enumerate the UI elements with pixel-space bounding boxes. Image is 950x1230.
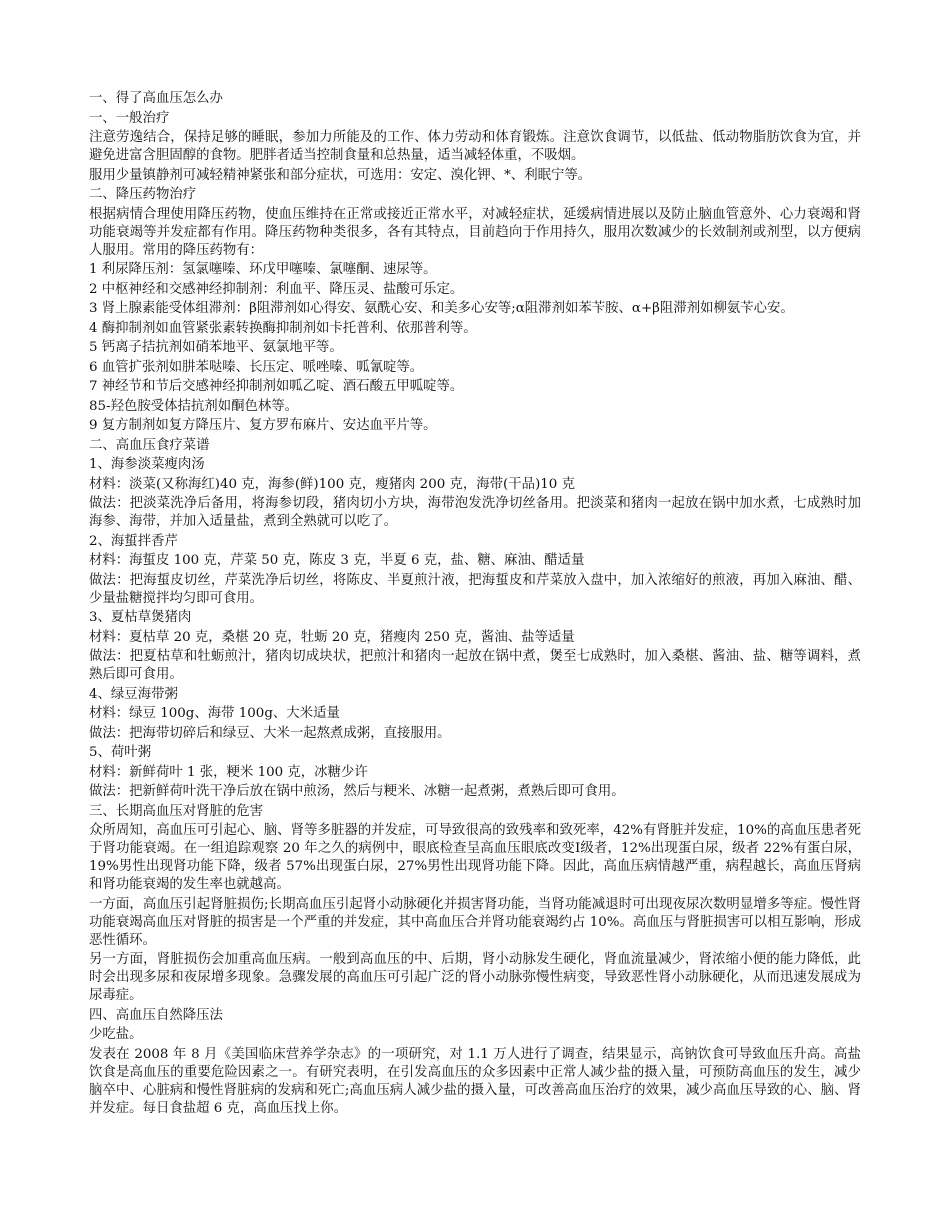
list-item: 2 中枢神经和交感神经抑制剂：利血平、降压灵、盐酸可乐定。 <box>89 281 464 297</box>
list-item: 85-羟色胺受体拮抗剂如酮色林等。 <box>89 398 299 414</box>
recipe-method: 做法：把淡菜洗净后备用，将海参切段，猪肉切小方块，海带泡发洗净切丝备用。把淡菜和猪肉一起放在锅中加水煮，七成熟时加海参、海带，并加入适量盐，煮到全熟就可以吃了。 <box>89 496 861 529</box>
section-heading: 三、长期高血压对肾脏的危害 <box>89 803 264 819</box>
paragraph: 众所周知，高血压可引起心、脑、肾等多脏器的并发症，可导致很高的致残率和致死率，42%有肾脏并发症，10%的高血压患者死于肾功能衰竭。在一组追踪观察 20 年之久的病例中，眼底检查呈高血压眼底改变Ⅰ级者，12%出现蛋白尿，级者 22%有蛋白尿，19%男性出现肾功能下降，级者 57%出现蛋白尿，27%男性出现肾功能下降。因此，高血压病情越严重，病程越长，高血压肾病和肾功能衰竭的发生率也就越高。 <box>89 823 861 892</box>
recipe-ingredients: 材料：新鲜荷叶 1 张，粳米 100 克，冰糖少许 <box>89 764 368 780</box>
recipe-title: 1、海参淡菜瘦肉汤 <box>89 457 205 472</box>
list-item: 6 血管扩张剂如肼苯哒嗪、长压定、哌唑嗪、呱氰啶等。 <box>89 359 424 375</box>
recipe-title: 2、海蜇拌香芹 <box>89 533 178 549</box>
list-item: 9 复方制剂如复方降压片、复方罗布麻片、安达血平片等。 <box>89 418 437 433</box>
section-heading: 一、一般治疗 <box>89 110 170 126</box>
recipe-title: 3、夏枯草煲猪肉 <box>89 610 192 625</box>
recipe-ingredients: 材料：海蜇皮 100 克，芹菜 50 克，陈皮 3 克，半夏 6 克，盐、糖、麻油、醋适量 <box>89 553 585 568</box>
recipe-ingredients: 材料：淡菜(又称海红)40 克，海参(鲜)100 克，瘦猪肉 200 克，海带(干品)10 克 <box>89 476 575 492</box>
list-item: 1 利尿降压剂：氢氯噻嗪、环戊甲噻嗪、氯噻酮、速尿等。 <box>89 262 437 277</box>
recipe-method: 做法：把海带切碎后和绿豆、大米一起熬煮成粥，直接服用。 <box>89 725 451 741</box>
recipe-title: 4、绿豆海带粥 <box>89 686 178 702</box>
paragraph: 另一方面，肾脏损伤会加重高血压病。一般到高血压的中、后期，肾小动脉发生硬化，肾血流量减少，肾浓缩小便的能力降低，此时会出现多尿和夜尿增多现象。急骤发展的高血压可引起广泛的肾小动脉弥慢性病变，导致恶性肾小动脉硬化，从而迅速发展成为尿毒症。 <box>89 952 861 1003</box>
recipe-ingredients: 材料：绿豆 100g、海带 100g、大米适量 <box>89 706 340 721</box>
section-heading: 二、降压药物治疗 <box>89 187 197 202</box>
paragraph: 注意劳逸结合，保持足够的睡眠，参加力所能及的工作、体力劳动和体育锻炼。注意饮食调节，以低盐、低动物脂肪饮食为宜，并避免进富含胆固醇的食物。肥胖者适当控制食量和总热量，适当减轻体重，不吸烟。 <box>89 130 861 163</box>
recipe-method: 做法：把夏枯草和牡蛎煎汁，猪肉切成块状，把煎汁和猪肉一起放在锅中煮，煲至七成熟时，加入桑椹、酱油、盐、糖等调料，煮熟后即可食用。 <box>89 649 861 682</box>
recipe-ingredients: 材料：夏枯草 20 克，桑椹 20 克，牡蛎 20 克，猪瘦肉 250 克，酱油、盐等适量 <box>89 629 575 645</box>
section-heading: 二、高血压食疗菜谱 <box>89 437 210 453</box>
heading-main: 一、得了高血压怎么办 <box>89 91 223 106</box>
paragraph: 一方面，高血压引起肾脏损伤;长期高血压引起肾小动脉硬化并损害肾功能，当肾功能减退时可出现夜尿次数明显增多等症。慢性肾功能衰竭高血压对肾脏的损害是一个严重的并发症，其中高血压合并肾功能衰竭约占 10%。高血压与肾脏损害可以相互影响，形成恶性循环。 <box>89 896 861 948</box>
paragraph: 少吃盐。 <box>89 1027 143 1042</box>
recipe-method: 做法：把新鲜荷叶洗干净后放在锅中煎汤，然后与粳米、冰糖一起煮粥，煮熟后即可食用。 <box>89 784 625 799</box>
recipe-title: 5、荷叶粥 <box>89 745 152 760</box>
section-heading: 四、高血压自然降压法 <box>89 1007 223 1023</box>
recipe-method: 做法：把海蜇皮切丝，芹菜洗净后切丝，将陈皮、半夏煎汁液，把海蜇皮和芹菜放入盘中，加入浓缩好的煎液，再加入麻油、醋、少量盐糖搅拌均匀即可食用。 <box>89 572 861 606</box>
document-body <box>89 90 861 1119</box>
list-item: 7 神经节和节后交感神经抑制剂如呱乙啶、酒石酸五甲呱啶等。 <box>89 379 464 394</box>
paragraph: 发表在 2008 年 8 月《美国临床营养学杂志》的一项研究，对 1.1 万人进行了调查，结果显示，高钠饮食可导致血压升高。高盐饮食是高血压的重要危险因素之一。有研究表明，在引发高血压的众多因素中正常人减少盐的摄入量，可预防高血压的发生，减少脑卒中、心脏病和慢性肾脏病的发病和死亡;高血压病人减少盐的摄入量，可改善高血压治疗的效果，减少高血压导致的心、脑、肾并发症。每日食盐超 6 克，高血压找上你。 <box>89 1046 861 1116</box>
paragraph: 服用少量镇静剂可减轻精神紧张和部分症状，可选用：安定、溴化钾、*、利眠宁等。 <box>89 167 592 183</box>
list-item: 5 钙离子拮抗剂如硝苯地平、氨氯地平等。 <box>89 340 343 355</box>
list-item: 4 酶抑制剂如血管紧张素转换酶抑制剂如卡托普利、依那普利等。 <box>89 320 477 336</box>
list-item: 3 肾上腺素能受体组滞剂：β阻滞剂如心得安、氨酰心安、和美多心安等;α阻滞剂如苯苄胺、α+β阻滞剂如柳氨苄心安。 <box>89 301 794 316</box>
paragraph: 根据病情合理使用降压药物，使血压维持在正常或接近正常水平，对减轻症状，延缓病情进展以及防止脑血管意外、心力衰竭和肾功能衰竭等并发症都有作用。降压药物种类很多，各有其特点，目前趋向于作用持久，服用次数减少的长效制剂或剂型，以方便病人服用。常用的降压药物有： <box>89 206 861 258</box>
